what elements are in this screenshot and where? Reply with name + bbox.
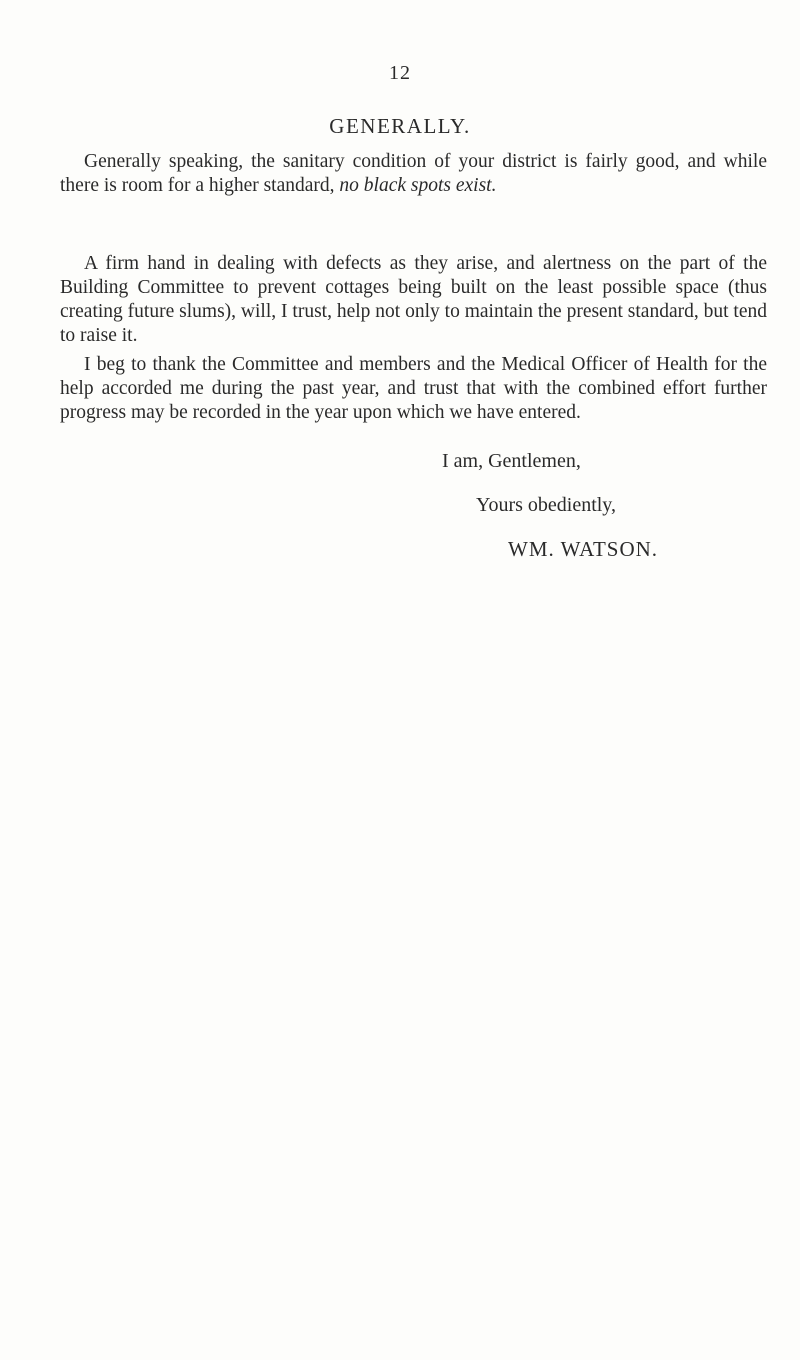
paragraph-2-text: A firm hand in dealing with defects as they arise, and alertness on the part of the Building Committee to prevent cottages being built on the least possible space (thus creating future slums), will, I trust, help not only to maintain the present standard, but tend to raise it. bbox=[60, 253, 767, 346]
closing-valediction: Yours obediently, bbox=[476, 494, 617, 516]
paragraph-1-text-main: Generally speaking, the sanitary condition of your district is fairly good, and while there is room for a higher standard, bbox=[60, 151, 767, 196]
paragraph-1-italic: no black spots exist. bbox=[339, 175, 497, 196]
signature: WM. WATSON. bbox=[508, 537, 659, 561]
paragraph-3-text: I beg to thank the Committee and members and the Medical Officer of Health for the help accorded me during the past year, and trust that with the combined effort further progress may be recorded in the year upon which we have entered. bbox=[60, 354, 767, 423]
paragraph-2 bbox=[60, 252, 767, 348]
paragraph-1-text bbox=[60, 150, 767, 198]
closing-salutation: I am, Gentlemen, bbox=[442, 450, 581, 472]
page-number: 12 bbox=[389, 62, 411, 84]
paragraph-1 bbox=[60, 150, 767, 198]
paragraph-3 bbox=[60, 353, 767, 425]
section-heading: GENERALLY. bbox=[329, 114, 471, 138]
